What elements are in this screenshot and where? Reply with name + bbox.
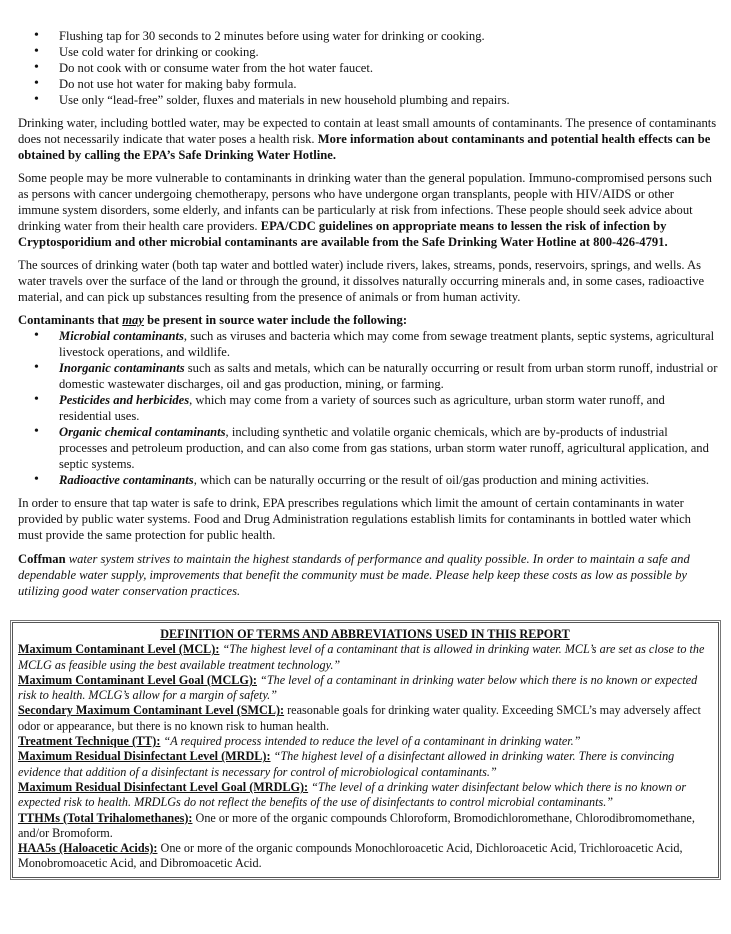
contaminant-term: Pesticides and herbicides	[59, 393, 190, 407]
regulations-paragraph: In order to ensure that tap water is safe to drink, EPA prescribes regulations which limit the amount of certain contaminants in water provided by public water systems. Food and Drug Administration regulations establish limits for contaminants in bottled water which must provide the same protection for public health.	[18, 496, 691, 542]
water-sources-paragraph: The sources of drinking water (both tap water and bottled water) include rivers, lakes, streams, ponds, reservoirs, springs, and wells. As water travels over the surface of the land or through the ground, it dissolves naturally occurring minerals and, in some cases, radioactive material, and can pick up substances resulting from the presence of animals or from human activity.	[18, 258, 705, 304]
source-contaminants-list	[18, 328, 718, 488]
water-tips-list	[18, 28, 718, 108]
contaminant-description: , which can be naturally occurring or the result of oil/gas production and mining activities.	[193, 473, 650, 487]
definition-term: Maximum Residual Disinfectant Level (MRDL):	[18, 749, 271, 764]
list-item	[18, 424, 718, 472]
contaminant-description: such as salts and metals, which can be naturally occurring or result from urban storm runoff, industrial or domestic wastewater discharges, oil and gas production, mining, or farming.	[59, 361, 718, 391]
definitions-box	[12, 622, 719, 878]
definition-term: Maximum Contaminant Level (MCL):	[18, 642, 220, 657]
definition-text: “The level of a contaminant in drinking water below which there is no known or expected risk to health. MCLG’s allow for a margin of safety.”	[18, 672, 698, 703]
heading-text: be present in source water include the following:	[143, 313, 408, 327]
definition-text: “The level of a drinking water disinfectant below which there is no known or expected risk to health. MRDLGs do not reflect the benefits of the use of disinfectants to control microbial contaminants.”	[18, 779, 687, 810]
list-item: • Use cold water for drinking or cooking.	[18, 44, 718, 60]
contaminant-description: , including synthetic and volatile organic chemicals, which are by-products of industrial processes and petroleum production, and can also come from gas stations, urban storm water runoff, agricultural application, and septic systems.	[59, 425, 709, 471]
definition-text: “The highest level of a disinfectant allowed in drinking water. There is convincing evidence that addition of a disinfectant is necessary for control of microbiological contaminants.”	[18, 749, 675, 779]
definition-item	[18, 841, 712, 872]
contaminant-term: Inorganic contaminants	[59, 361, 185, 375]
list-item: • Do not use hot water for making baby formula.	[18, 76, 718, 92]
definition-term: Treatment Technique (TT):	[18, 734, 161, 749]
definitions-title: DEFINITION OF TERMS AND ABBREVIATIONS USED IN THIS REPORT	[160, 627, 570, 641]
list-item: • Use only “lead-free” solder, fluxes and materials in new household plumbing and repairs.	[18, 92, 718, 108]
contaminant-description: , such as viruses and bacteria which may come from sewage treatment plants, septic systems, agricultural livestock operations, and wildlife.	[59, 329, 715, 359]
definition-item	[18, 811, 712, 842]
heading-emphasis: may	[122, 313, 144, 327]
definition-text: One or more of the organic compounds Monochloroacetic Acid, Dichloroacetic Acid, Trichloroacetic Acid, Monobromoacetic Acid, and Dibromoacetic Acid.	[18, 841, 683, 871]
definition-term: TTHMs (Total Trihalomethanes):	[18, 810, 193, 825]
list-item: • Do not cook with or consume water from the hot water faucet.	[18, 60, 718, 76]
definition-item	[18, 703, 712, 734]
definition-text: One or more of the organic compounds Chloroform, Bromodichloromethane, Chlorodibromomethane, and/or Bromoform.	[18, 810, 695, 840]
contaminant-description: , which may come from a variety of sources such as agriculture, urban storm water runoff, and residential uses.	[59, 393, 665, 423]
hotline-info-text: More information about contaminants and potential health effects can be obtained by calling the EPA’s Safe Drinking Water Hotline.	[18, 132, 711, 162]
list-item	[18, 360, 718, 392]
contaminants-paragraph	[18, 115, 718, 163]
paragraph-text: Some people may be more vulnerable to contaminants in drinking water than the general population. Immuno-compromised persons such as persons with cancer undergoing chemotherapy, persons who have undergone organ transplants, people with HIV/AIDS or other immune system disorders, some elderly, and infants can be particularly at risk from infections. These people should seek advice about drinking water from their health care providers.	[18, 171, 712, 233]
list-item	[18, 472, 718, 488]
coffman-paragraph	[18, 551, 718, 599]
definition-term: Maximum Residual Disinfectant Level Goal (MRDLG):	[18, 779, 309, 794]
source-contaminants-heading	[18, 312, 718, 328]
definition-text: “A required process intended to reduce the level of a contaminant in drinking water.”	[160, 734, 581, 749]
contaminant-term: Microbial contaminants	[59, 329, 184, 343]
list-item	[18, 328, 718, 360]
definition-term: Maximum Contaminant Level Goal (MCLG):	[18, 672, 257, 687]
definition-item	[18, 734, 712, 749]
list-item	[18, 392, 718, 424]
paragraph-text: water system strives to maintain the highest standards of performance and quality possible. In order to maintain a safe and dependable water supply, improvements that benefit the community must be made. Please help keep these costs as low as possible by utilizing good water conservation practices.	[18, 552, 690, 598]
definition-item	[18, 780, 712, 811]
definition-text: “The highest level of a contaminant that is allowed in drinking water. MCL’s are set as close to the MCLG as feasible using the best available treatment technology.”	[18, 642, 705, 672]
definition-term: Secondary Maximum Contaminant Level (SMCL):	[18, 703, 285, 718]
contaminant-term: Organic chemical contaminants	[59, 425, 226, 439]
report-page	[18, 28, 718, 599]
contaminant-term: Radioactive contaminants	[59, 473, 194, 487]
system-name: Coffman	[18, 552, 66, 566]
vulnerable-persons-paragraph	[18, 170, 718, 250]
epa-cdc-guidelines-text: EPA/CDC guidelines on appropriate means to lessen the risk of infection by Cryptosporidium and other microbial contaminants are available from the Safe Drinking Water Hotline at 800-426-4791.	[18, 219, 668, 249]
definition-item	[18, 642, 712, 673]
list-item: • Flushing tap for 30 seconds to 2 minutes before using water for drinking or cooking.	[18, 28, 718, 44]
heading-text: Contaminants that	[18, 313, 123, 327]
definition-text: reasonable goals for drinking water quality. Exceeding SMCL’s may adversely affect odor or appearance, but there is no known risk to human health.	[18, 703, 701, 733]
paragraph-text: Drinking water, including bottled water, may be expected to contain at least small amounts of contaminants. The presence of contaminants does not necessarily indicate that water poses a health risk.	[18, 116, 717, 146]
definition-term: HAA5s (Haloacetic Acids):	[18, 841, 158, 856]
definition-item	[18, 673, 712, 704]
definition-item	[18, 749, 712, 780]
